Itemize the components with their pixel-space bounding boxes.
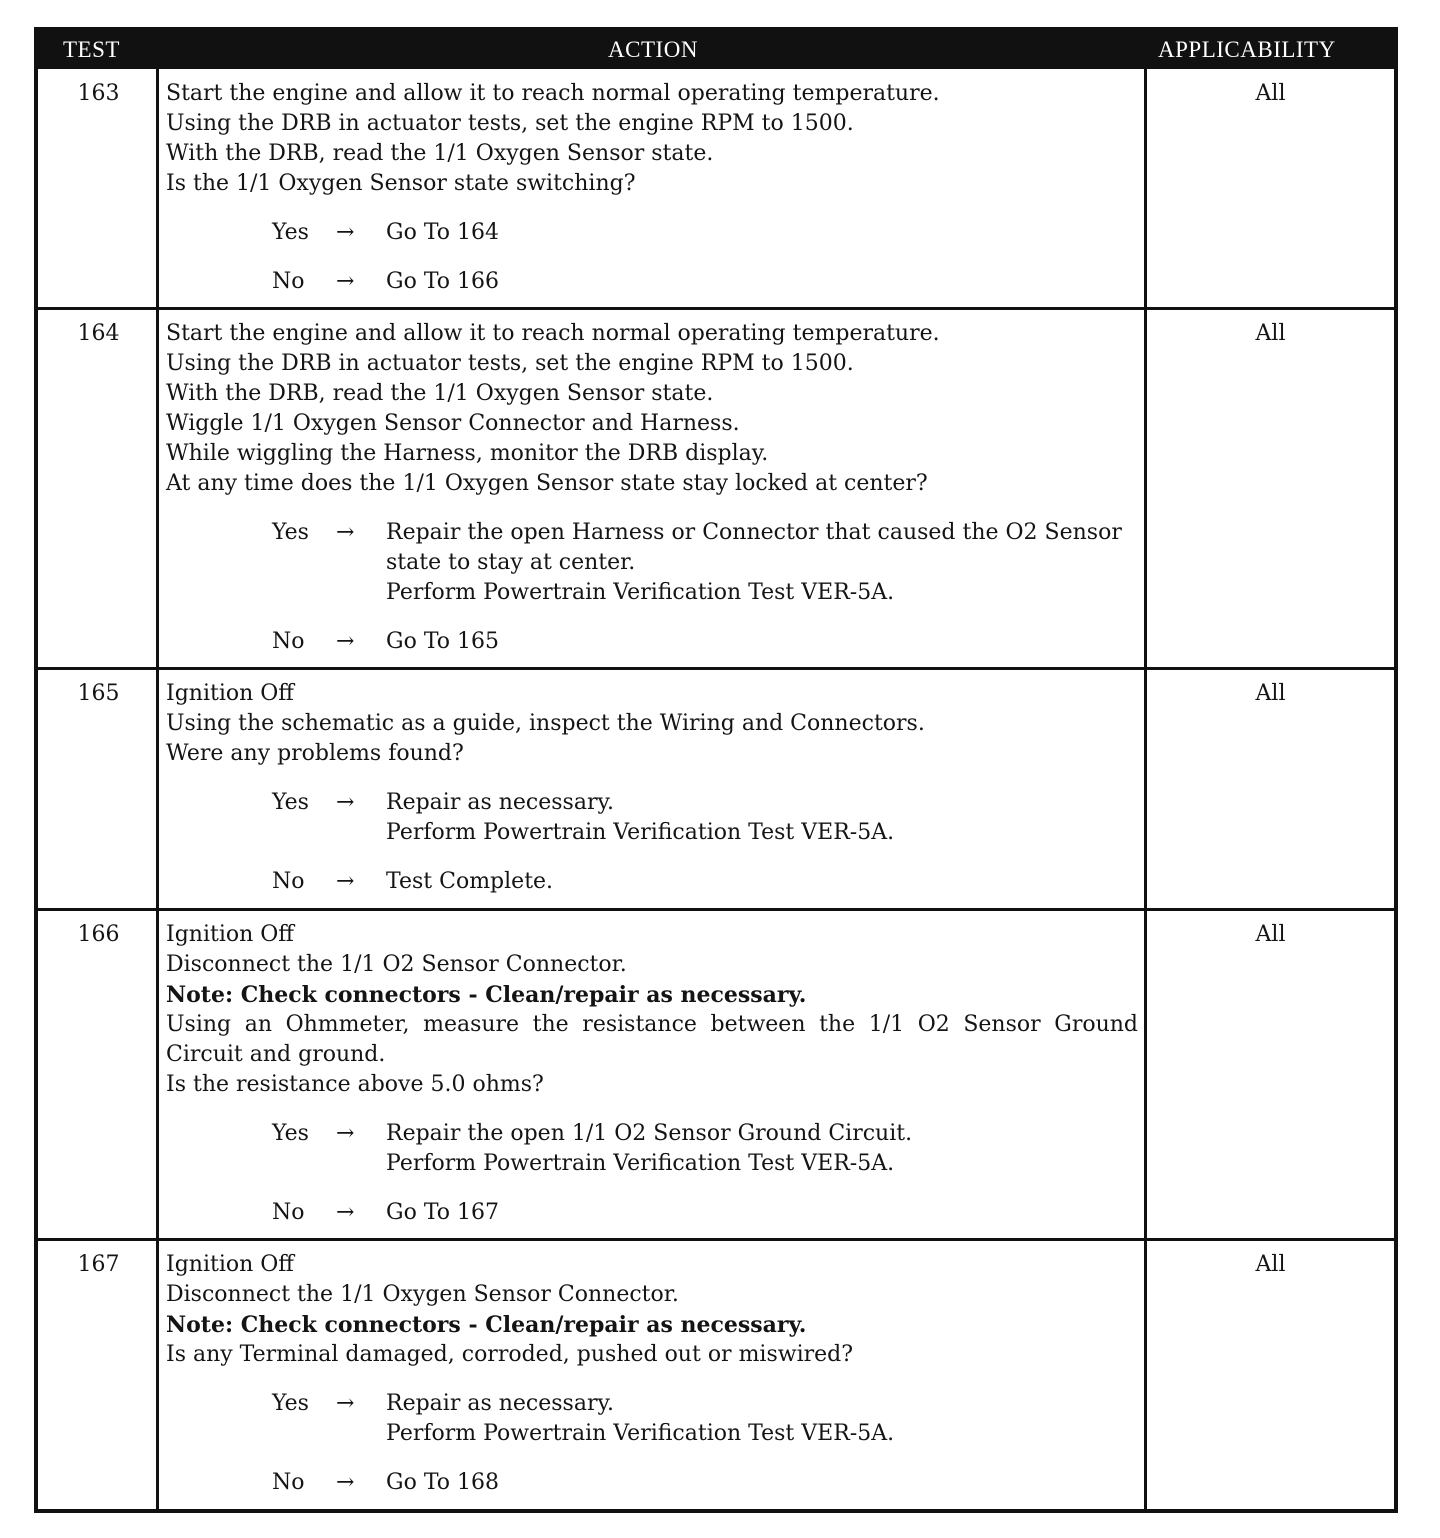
row-divider [38,307,1394,310]
test-number: 163 [77,81,120,106]
result-line: Repair as necessary. [386,790,614,815]
yes-label: Yes [272,790,309,815]
yes-outcome [166,218,1138,248]
action-step: With the DRB, read the 1/1 Oxygen Sensor state. [166,141,714,166]
no-result [386,267,1138,297]
yes-result [386,218,1138,248]
no-label: No [272,869,305,894]
arrow-icon: → [336,520,355,545]
column-divider-test [156,69,159,1509]
arrow-icon: → [336,1200,355,1225]
action-step: Wiggle 1/1 Oxygen Sensor Connector and Harness. [166,411,740,436]
no-outcome [166,627,1138,657]
result-line: Test Complete. [386,869,554,894]
result-line: Repair the open 1/1 O2 Sensor Ground Circuit. [386,1121,913,1146]
applicability-value: All [1255,922,1286,947]
test-number: 165 [77,681,120,706]
action-step: Ignition Off [166,681,294,706]
arrow-icon: → [336,220,355,245]
action-cell [166,920,1138,1228]
action-step: With the DRB, read the 1/1 Oxygen Sensor state. [166,381,714,406]
action-step: Ignition Off [166,922,294,947]
result-line: Perform Powertrain Verification Test VER-5A. [386,1421,895,1446]
action-step: Using the DRB in actuator tests, set the engine RPM to 1500. [166,111,854,136]
action-steps [166,319,1138,499]
yes-label: Yes [272,520,309,545]
action-step: Ignition Off [166,1252,294,1277]
action-step: Disconnect the 1/1 Oxygen Sensor Connector. [166,1282,679,1307]
no-result [386,867,1138,897]
row-divider [38,908,1394,911]
arrow-icon: → [336,1121,355,1146]
action-step: Were any problems found? [166,741,464,766]
result-line: state to stay at center. [386,550,636,575]
applicability-value: All [1255,1252,1286,1277]
yes-outcome [166,1119,1138,1179]
yes-label: Yes [272,1391,309,1416]
action-step: Is the 1/1 Oxygen Sensor state switching? [166,171,636,196]
result-line: Perform Powertrain Verification Test VER-5A. [386,580,895,605]
no-outcome [166,867,1138,897]
arrow-icon: → [336,1470,355,1495]
yes-label: Yes [272,220,309,245]
action-note: Note: Check connectors - Clean/repair as necessary. [166,982,807,1008]
no-outcome [166,267,1138,297]
action-step: Using the schematic as a guide, inspect the Wiring and Connectors. [166,711,925,736]
action-step: Start the engine and allow it to reach normal operating temperature. [166,321,940,346]
no-outcome [166,1198,1138,1228]
result-line: Repair as necessary. [386,1391,614,1416]
applicability-value: All [1255,81,1286,106]
test-number: 166 [77,922,120,947]
yes-outcome [166,788,1138,848]
action-step: Disconnect the 1/1 O2 Sensor Connector. [166,952,627,977]
action-cell [166,679,1138,897]
action-step: Is the resistance above 5.0 ohms? [166,1072,544,1097]
action-step: Start the engine and allow it to reach normal operating temperature. [166,81,940,106]
yes-result [386,518,1138,608]
row-divider [38,1238,1394,1241]
no-outcome [166,1468,1138,1498]
row-divider [38,667,1394,670]
arrow-icon: → [336,1391,355,1416]
arrow-icon: → [336,869,355,894]
action-step: At any time does the 1/1 Oxygen Sensor state stay locked at center? [166,471,928,496]
yes-outcome [166,1389,1138,1449]
column-divider-applicability [1144,69,1147,1509]
arrow-icon: → [336,269,355,294]
action-cell [166,1250,1138,1498]
action-steps [166,79,1138,199]
header-applicability: APPLICABILITY [1158,37,1336,62]
applicability-value: All [1255,681,1286,706]
header-action: ACTION [608,37,698,62]
action-note: Note: Check connectors - Clean/repair as necessary. [166,1312,807,1338]
no-label: No [272,1470,305,1495]
header-test: TEST [63,37,120,62]
action-cell [166,79,1138,297]
yes-result [386,1119,1138,1179]
no-label: No [272,269,305,294]
yes-result [386,1389,1138,1449]
action-cell [166,319,1138,657]
result-line: Go To 165 [386,629,500,654]
action-steps [166,1250,1138,1370]
action-step: Using an Ohmmeter, measure the resistance between the 1/1 O2 Sensor Ground Circuit and ground. [166,1012,1138,1067]
result-line: Perform Powertrain Verification Test VER-5A. [386,820,895,845]
action-step: Using the DRB in actuator tests, set the engine RPM to 1500. [166,351,854,376]
arrow-icon: → [336,790,355,815]
test-number: 164 [77,321,120,346]
result-line: Go To 166 [386,269,500,294]
arrow-icon: → [336,629,355,654]
action-steps [166,679,1138,769]
result-line: Go To 164 [386,220,500,245]
applicability-value: All [1255,321,1286,346]
no-result [386,627,1138,657]
result-line: Go To 167 [386,1200,500,1225]
test-number: 167 [77,1252,120,1277]
no-result [386,1468,1138,1498]
yes-outcome [166,518,1138,608]
result-line: Go To 168 [386,1470,500,1495]
action-step: While wiggling the Harness, monitor the DRB display. [166,441,769,466]
yes-result [386,788,1138,848]
no-label: No [272,1200,305,1225]
no-result [386,1198,1138,1228]
action-steps [166,920,1138,1100]
table-header [38,31,1394,69]
result-line: Perform Powertrain Verification Test VER-5A. [386,1151,895,1176]
diagnostic-test-table [34,27,1398,1513]
result-line: Repair the open Harness or Connector that caused the O2 Sensor [386,520,1122,545]
action-step: Is any Terminal damaged, corroded, pushed out or miswired? [166,1342,854,1367]
yes-label: Yes [272,1121,309,1146]
no-label: No [272,629,305,654]
